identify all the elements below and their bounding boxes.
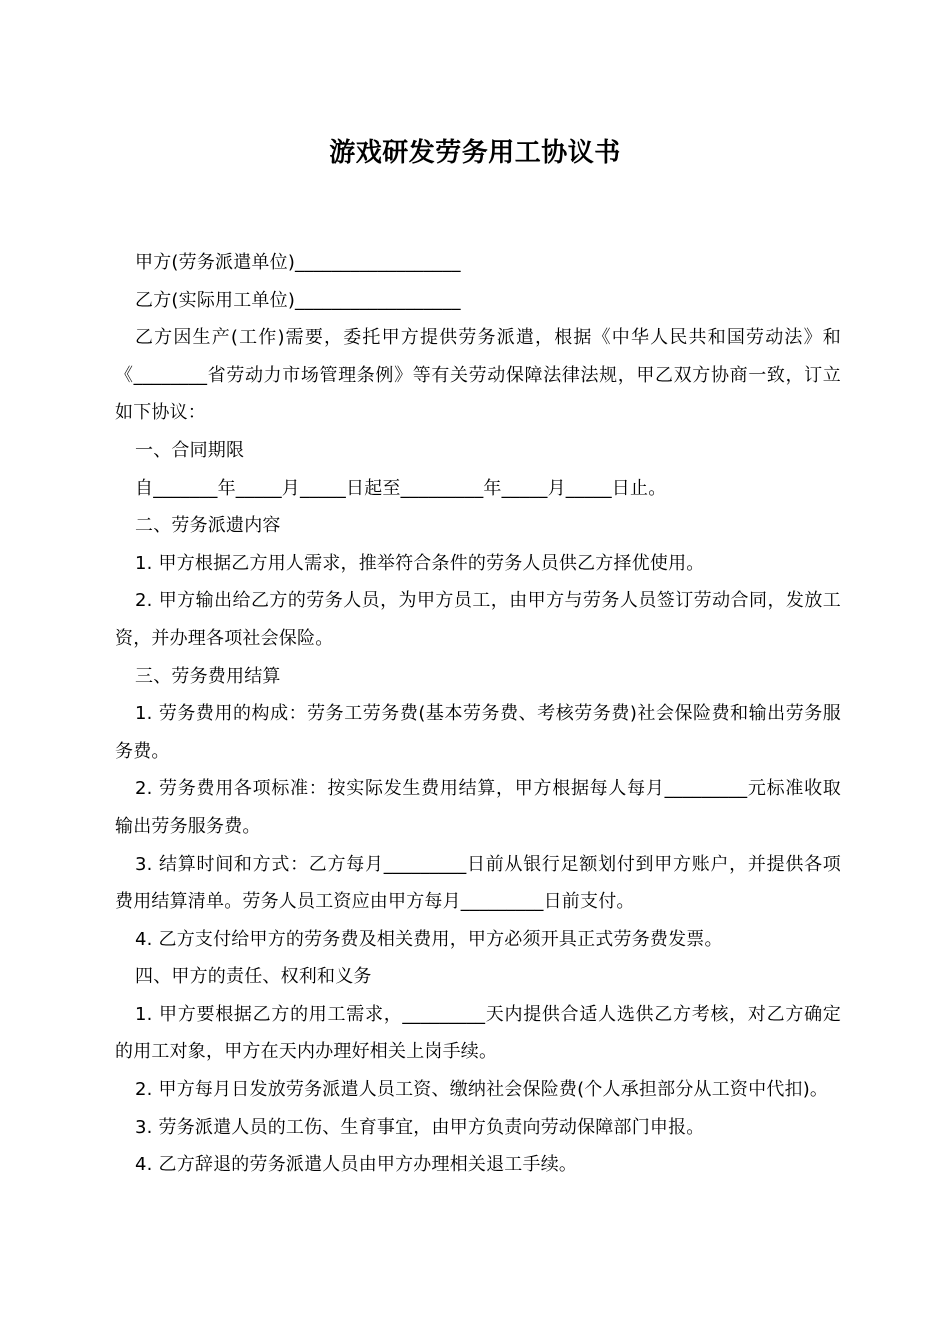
clause-4-3: 3. 劳务派遣人员的工伤、生育事宜，由甲方负责向劳动保障部门申报。 bbox=[135, 1116, 705, 1138]
section-heading-term: 一、合同期限 bbox=[135, 439, 245, 461]
preamble-paragraph: 乙方因生产(工作)需要，委托甲方提供劳务派遣，根据《中华人民共和国劳动法》和《________省劳动力市场管理条例》等有关劳动保障法律法规，甲乙双方协商一致，订立如下协议： bbox=[115, 327, 841, 424]
clause-4-1: 1. 甲方要根据乙方的用工需求，_________天内提供合适人选供乙方考核，对乙方确定的用工对象，甲方在天内办理好相关上岗手续。 bbox=[115, 1003, 841, 1063]
clause-2-1: 1. 甲方根据乙方用人需求，推举符合条件的劳务人员供乙方择优使用。 bbox=[135, 552, 705, 574]
clause-4-2: 2. 甲方每月日发放劳务派遣人员工资、缴纳社会保险费(个人承担部分从工资中代扣)。 bbox=[135, 1079, 829, 1101]
clause-3-4: 4. 乙方支付给甲方的劳务费及相关费用，甲方必须开具正式劳务费发票。 bbox=[135, 928, 723, 950]
clause-3-2: 2. 劳务费用各项标准：按实际发生费用结算，甲方根据每人每月_________元标准收取输出劳务服务费。 bbox=[115, 778, 841, 837]
party-a-line: 甲方(劳务派遣单位)__________________ bbox=[135, 252, 461, 273]
clause-3-3: 3. 结算时间和方式：乙方每月_________日前从银行足额划付到甲方账户，并提供各项费用结算清单。劳务人员工资应由甲方每月_________日前支付。 bbox=[115, 853, 841, 913]
party-b-line: 乙方(实际用工单位)__________________ bbox=[135, 289, 461, 311]
document-body bbox=[115, 244, 841, 1184]
clause-4-4: 4. 乙方辞退的劳务派遣人员由甲方办理相关退工手续。 bbox=[135, 1154, 578, 1176]
section-heading-settlement: 三、劳务费用结算 bbox=[135, 665, 281, 687]
document-title: 游戏研发劳务用工协议书 bbox=[329, 138, 621, 168]
clause-2-2: 2. 甲方输出给乙方的劳务人员，为甲方员工，由甲方与劳务人员签订劳动合同，发放工资，并办理各项社会保险。 bbox=[115, 590, 841, 649]
section-heading-party-a: 四、甲方的责任、权利和义务 bbox=[135, 966, 372, 988]
section-heading-content: 二、劳务派遗内容 bbox=[135, 515, 281, 537]
clause-3-1: 1. 劳务费用的构成：劳务工劳务费(基本劳务费、考核劳务费)社会保险费和输出劳务服务费。 bbox=[115, 703, 841, 762]
term-dates-line: 自_______年_____月_____日起至_________年_____月_____日止。 bbox=[135, 477, 667, 499]
